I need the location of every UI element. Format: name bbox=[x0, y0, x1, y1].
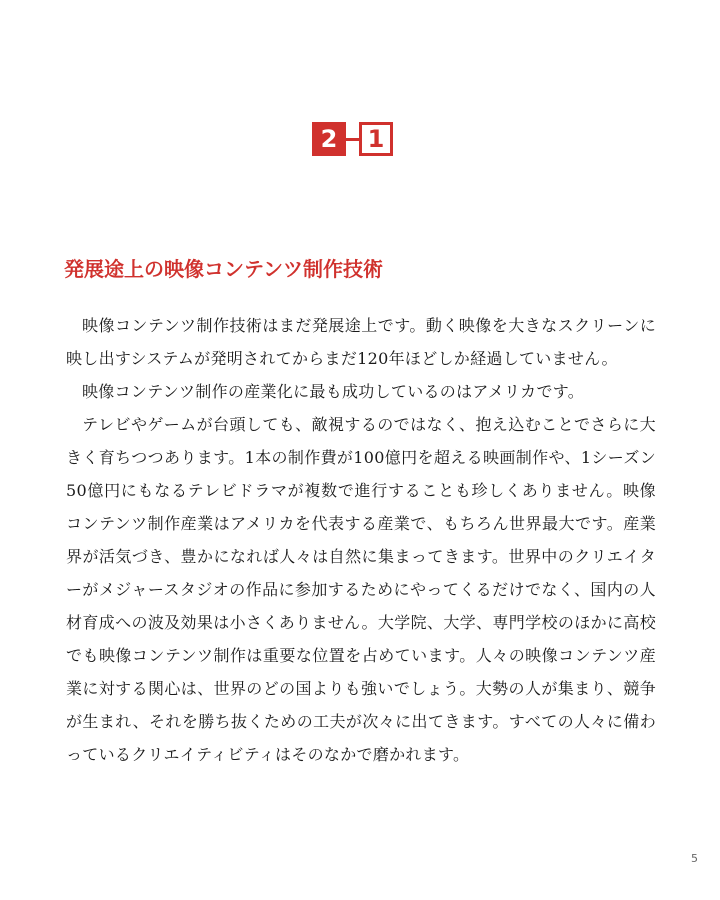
paragraph-1: 映像コンテンツ制作技術はまだ発展途上です。動く映像を大きなスクリーンに映し出すシステムが発明されてからまだ120年ほどしか経過していません。 bbox=[66, 316, 656, 368]
section-marker bbox=[312, 120, 393, 158]
section-number-badge: 1 bbox=[359, 122, 393, 156]
paragraph-2: 映像コンテンツ制作の産業化に最も成功しているのはアメリカです。 bbox=[82, 382, 585, 401]
body-text bbox=[66, 309, 656, 771]
paragraph-3: テレビやゲームが台頭しても、敵視するのではなく、抱え込むことでさらに大きく育ちつつあります。1本の制作費が100億円を超える映画制作や、1シーズン50億円にもなるテレビドラマが複数で進行することも珍しくありません。映像コンテンツ制作産業はアメリカを代表する産業で、もちろん世界最大です。産業界が活気づき、豊かになれば人々は自然に集まってきます。世界中のクリエイターがメジャースタジオの作品に参加するためにやってくるだけでなく、国内の人材育成への波及効果は小さくありません。大学院、大学、専門学校のほかに高校でも映像コンテンツ制作は重要な位置を占めています。人々の映像コンテンツ産業に対する関心は、世界のどの国よりも強いでしょう。大勢の人が集まり、競争が生まれ、それを勝ち抜くための工夫が次々に出てきます。すべての人々に備わっているクリエイティビティはそのなかで磨かれます。 bbox=[66, 415, 656, 764]
page-number: 5 bbox=[691, 852, 698, 865]
chapter-number-badge: 2 bbox=[312, 122, 346, 156]
section-marker-dash bbox=[346, 138, 359, 141]
section-heading: 発展途上の映像コンテンツ制作技術 bbox=[64, 257, 383, 281]
